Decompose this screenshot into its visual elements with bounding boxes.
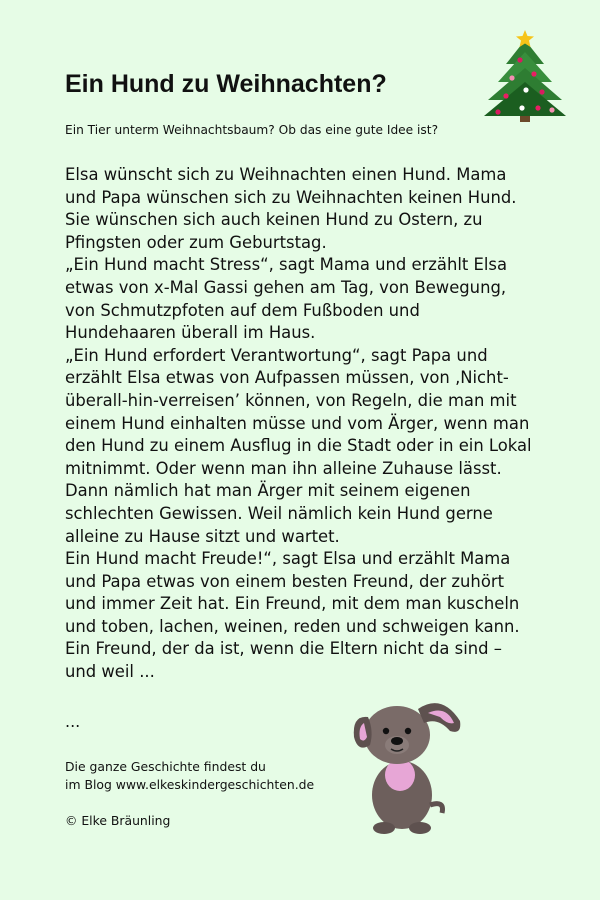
story-line: Pfingsten oder zum Geburtstag. bbox=[65, 232, 327, 252]
christmas-tree-icon bbox=[482, 30, 568, 125]
blog-url-line: im Blog www.elkeskindergeschichten.de bbox=[65, 777, 315, 792]
story-text bbox=[65, 164, 555, 684]
story-line: Elsa wünscht sich zu Weihnachten einen Hund. Mama bbox=[65, 165, 507, 184]
story-line: und weil ... bbox=[65, 662, 155, 682]
story-line: etwas von x-Mal Gassi gehen am Tag, von Bewegung, bbox=[65, 277, 507, 297]
story-line: erzählt Elsa etwas von Aufpassen müssen, von ‚Nicht- bbox=[65, 368, 509, 388]
story-line: und immer Zeit hat. Ein Freund, mit dem man kuscheln bbox=[65, 594, 520, 614]
copyright: © Elke Bräunling bbox=[65, 813, 171, 828]
story-line: mitnimmt. Oder wenn man ihn alleine Zuhause lässt. bbox=[65, 458, 502, 478]
page-title: Ein Hund zu Weihnachten? bbox=[65, 70, 387, 98]
dog-illustration bbox=[350, 695, 465, 835]
story-line: und toben, lachen, weinen, reden und schweigen kann. bbox=[65, 616, 520, 636]
story-line: einem Hund einhalten müsse und vom Ärger, wenn man bbox=[65, 413, 530, 433]
story-line: und Papa wünschen sich zu Weihnachten keinen Hund. bbox=[65, 187, 517, 207]
story-ellipsis: ... bbox=[65, 712, 81, 731]
story-line: schlechten Gewissen. Weil nämlich kein Hund gerne bbox=[65, 503, 493, 523]
story-line: Sie wünschen sich auch keinen Hund zu Ostern, zu bbox=[65, 210, 483, 230]
blog-reference-line: Die ganze Geschichte findest du bbox=[65, 759, 266, 774]
subtitle: Ein Tier unterm Weihnachtsbaum? Ob das eine gute Idee ist? bbox=[65, 123, 439, 137]
story-line: Hundehaaren überall im Haus. bbox=[65, 323, 316, 343]
story-line: den Hund zu einem Ausflug in die Stadt oder in ein Lokal bbox=[65, 436, 532, 456]
story-line: alleine zu Hause sitzt und wartet. bbox=[65, 526, 340, 546]
blog-reference bbox=[65, 758, 314, 794]
story-line: Ein Hund macht Freude!“, sagt Elsa und erzählt Mama bbox=[65, 549, 511, 569]
story-line: Dann nämlich hat man Ärger mit seinem eigenen bbox=[65, 481, 471, 501]
story-line: Ein Freund, der da ist, wenn die Eltern nicht da sind – bbox=[65, 639, 502, 659]
story-line: „Ein Hund macht Stress“, sagt Mama und erzählt Elsa bbox=[65, 255, 508, 275]
story-line: von Schmutzpfoten auf dem Fußboden und bbox=[65, 300, 420, 320]
story-line: überall-hin-verreisen’ können, von Regeln, die man mit bbox=[65, 390, 517, 410]
story-line: „Ein Hund erfordert Verantwortung“, sagt Papa und bbox=[65, 345, 488, 365]
story-line: und Papa etwas von einem besten Freund, der zuhört bbox=[65, 571, 505, 591]
